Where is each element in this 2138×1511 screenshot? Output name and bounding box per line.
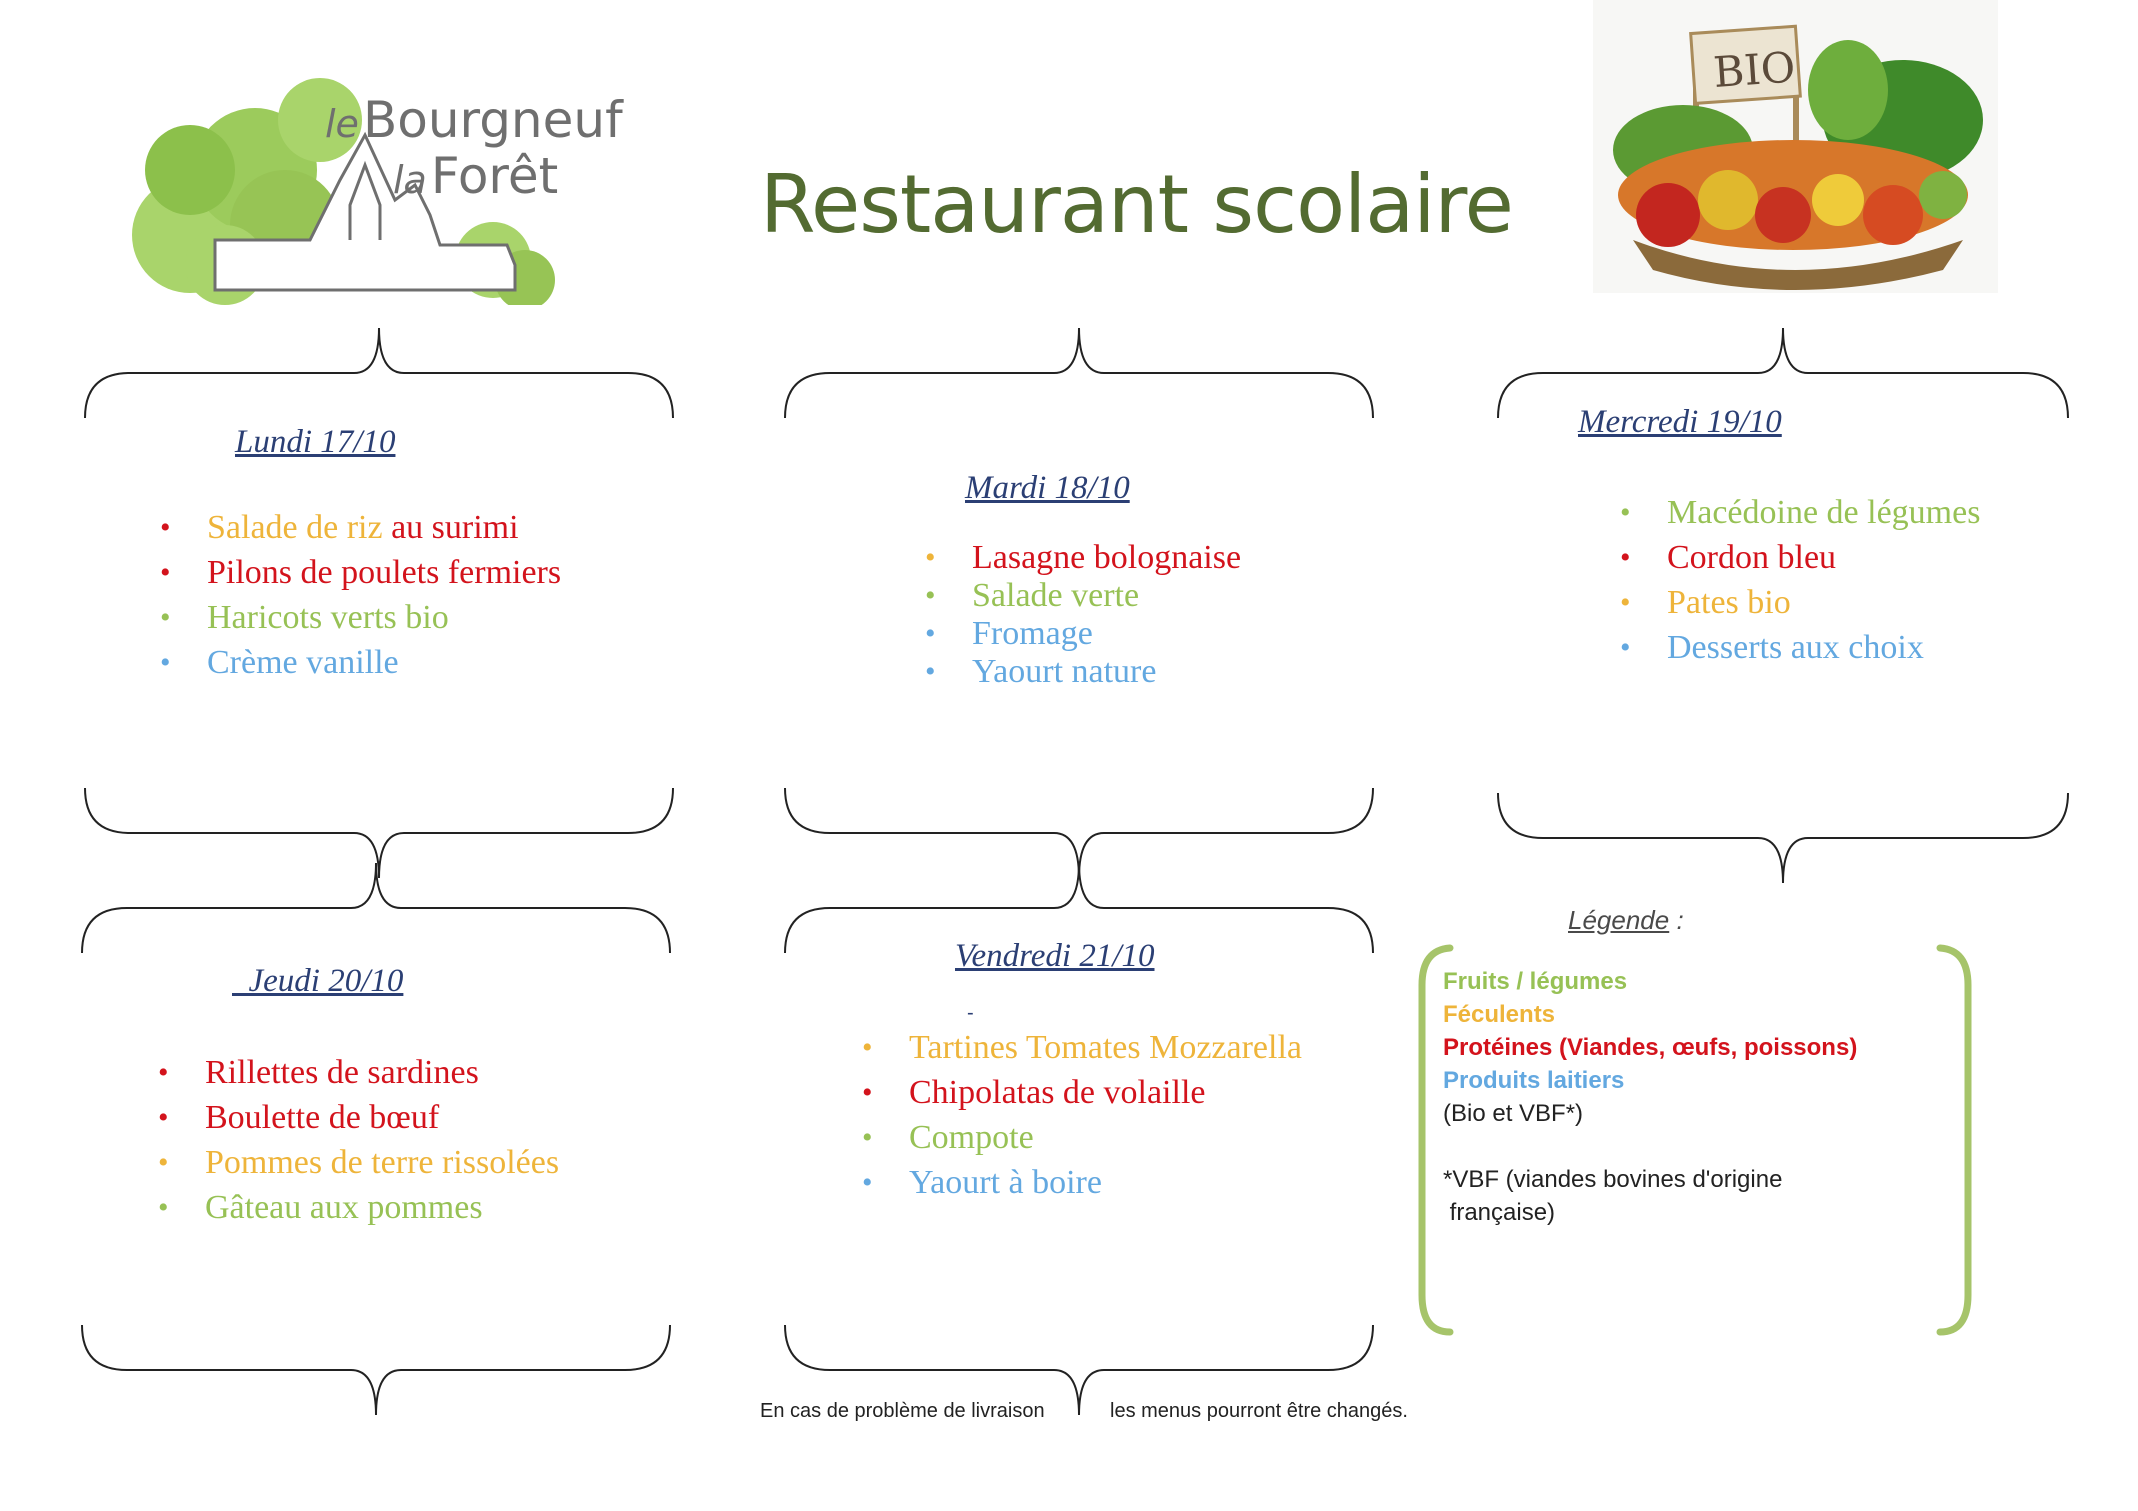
menu-item-text: au surimi	[391, 509, 519, 546]
menu-list-monday	[160, 505, 600, 685]
menu-item	[158, 1185, 568, 1230]
day-label-thursday-text: Jeudi 20/10	[248, 963, 404, 999]
stray-dash: -	[967, 1002, 974, 1024]
menu-item-text: Lasagne bolognaise	[972, 539, 1242, 576]
menu-item	[1620, 535, 2000, 580]
menu-list-thursday	[158, 1050, 568, 1230]
menu-item-text: Chipolatas de volaille	[909, 1074, 1206, 1111]
page-title: Restaurant scolaire	[760, 158, 1513, 251]
menu-item	[925, 539, 1365, 577]
footer-delivery-note: En cas de problème de livraison	[760, 1400, 1045, 1422]
footer-change-note: les menus pourront être changés.	[1110, 1400, 1408, 1422]
menu-item	[158, 1140, 568, 1185]
menu-item	[862, 1070, 1302, 1115]
legend-dairy: Produits laitiers	[1443, 1067, 1625, 1094]
brace-top-monday	[85, 328, 673, 418]
menu-item	[862, 1160, 1302, 1205]
day-label-monday: Lundi 17/10	[235, 424, 396, 460]
day-label-friday: Vendredi 21/10	[955, 938, 1155, 974]
brace-top-tuesday	[785, 328, 1373, 418]
menu-item	[1620, 625, 2000, 670]
legend-vbf-note-line2: française)	[1443, 1199, 1556, 1226]
legend-title	[1568, 905, 1684, 936]
menu-item-text: Haricots verts bio	[207, 599, 449, 636]
day-label-wednesday: Mercredi 19/10	[1578, 404, 1782, 440]
menu-item-text: Fromage	[972, 615, 1093, 652]
menu-item	[1620, 490, 2000, 535]
day-label-tuesday: Mardi 18/10	[965, 470, 1130, 506]
legend-fruits-vegetables: Fruits / légumes	[1443, 968, 1628, 995]
menu-item-text: Yaourt à boire	[909, 1164, 1102, 1201]
menu-list-wednesday	[1620, 490, 2000, 670]
menu-item-text: Tartines Tomates Mozzarella	[909, 1029, 1303, 1066]
menu-item-text: Desserts aux choix	[1667, 629, 1924, 666]
legend-vbf-note-line1: *VBF (viandes bovines d'origine	[1443, 1166, 1783, 1193]
logo-small-word: la	[393, 158, 427, 202]
legend-body	[1443, 965, 1857, 1229]
menu-item-text: Macédoine de légumes	[1667, 494, 1981, 531]
brace-top-thursday	[82, 863, 670, 953]
menu-item-text: Yaourt nature	[972, 653, 1157, 690]
menu-item-text: Salade verte	[972, 577, 1140, 614]
menu-item	[160, 640, 600, 685]
menu-item-text: Compote	[909, 1119, 1034, 1156]
menu-list-tuesday	[925, 539, 1365, 691]
brace-bottom-wednesday	[1498, 793, 2068, 883]
bio-sign-text: BIO	[1711, 42, 1797, 98]
menu-item-text: Gâteau aux pommes	[205, 1189, 483, 1226]
day-label-thursday	[232, 963, 403, 1000]
menu-item	[158, 1095, 568, 1140]
menu-item-text: Salade de riz	[207, 509, 392, 546]
legend-title-suffix: :	[1669, 905, 1684, 935]
menu-item	[925, 653, 1365, 691]
menu-item	[862, 1025, 1302, 1070]
legend-title-text: Légende	[1568, 905, 1670, 935]
legend-spacer	[1443, 1130, 1857, 1163]
menu-item-text: Pommes de terre rissolées	[205, 1144, 560, 1181]
menu-item-text: Boulette de bœuf	[205, 1099, 440, 1136]
logo-big-word: Bourgneuf	[362, 91, 623, 149]
legend-bio-note: (Bio et VBF*)	[1443, 1100, 1584, 1127]
menu-item-text: Crème vanille	[207, 644, 399, 681]
menu-item	[158, 1050, 568, 1095]
menu-item-text: Cordon bleu	[1667, 539, 1837, 576]
menu-item-text: Pates bio	[1667, 584, 1791, 621]
brace-bottom-monday	[85, 788, 673, 878]
logo-big-word: Forêt	[430, 147, 559, 205]
menu-item	[862, 1115, 1302, 1160]
menu-item-text: Rillettes de sardines	[205, 1054, 479, 1091]
legend-proteins: Protéines (Viandes, œufs, poissons)	[1443, 1034, 1858, 1061]
menu-item	[925, 615, 1365, 653]
menu-item	[925, 577, 1365, 615]
menu-list-friday	[862, 1025, 1302, 1205]
menu-item-text: Pilons de poulets fermiers	[207, 554, 562, 591]
legend-starches: Féculents	[1443, 1001, 1556, 1028]
logo-small-word: le	[325, 102, 359, 146]
menu-item	[160, 550, 600, 595]
menu-item	[160, 595, 600, 640]
menu-item	[160, 505, 600, 550]
brace-bottom-thursday	[82, 1325, 670, 1415]
menu-item	[1620, 580, 2000, 625]
